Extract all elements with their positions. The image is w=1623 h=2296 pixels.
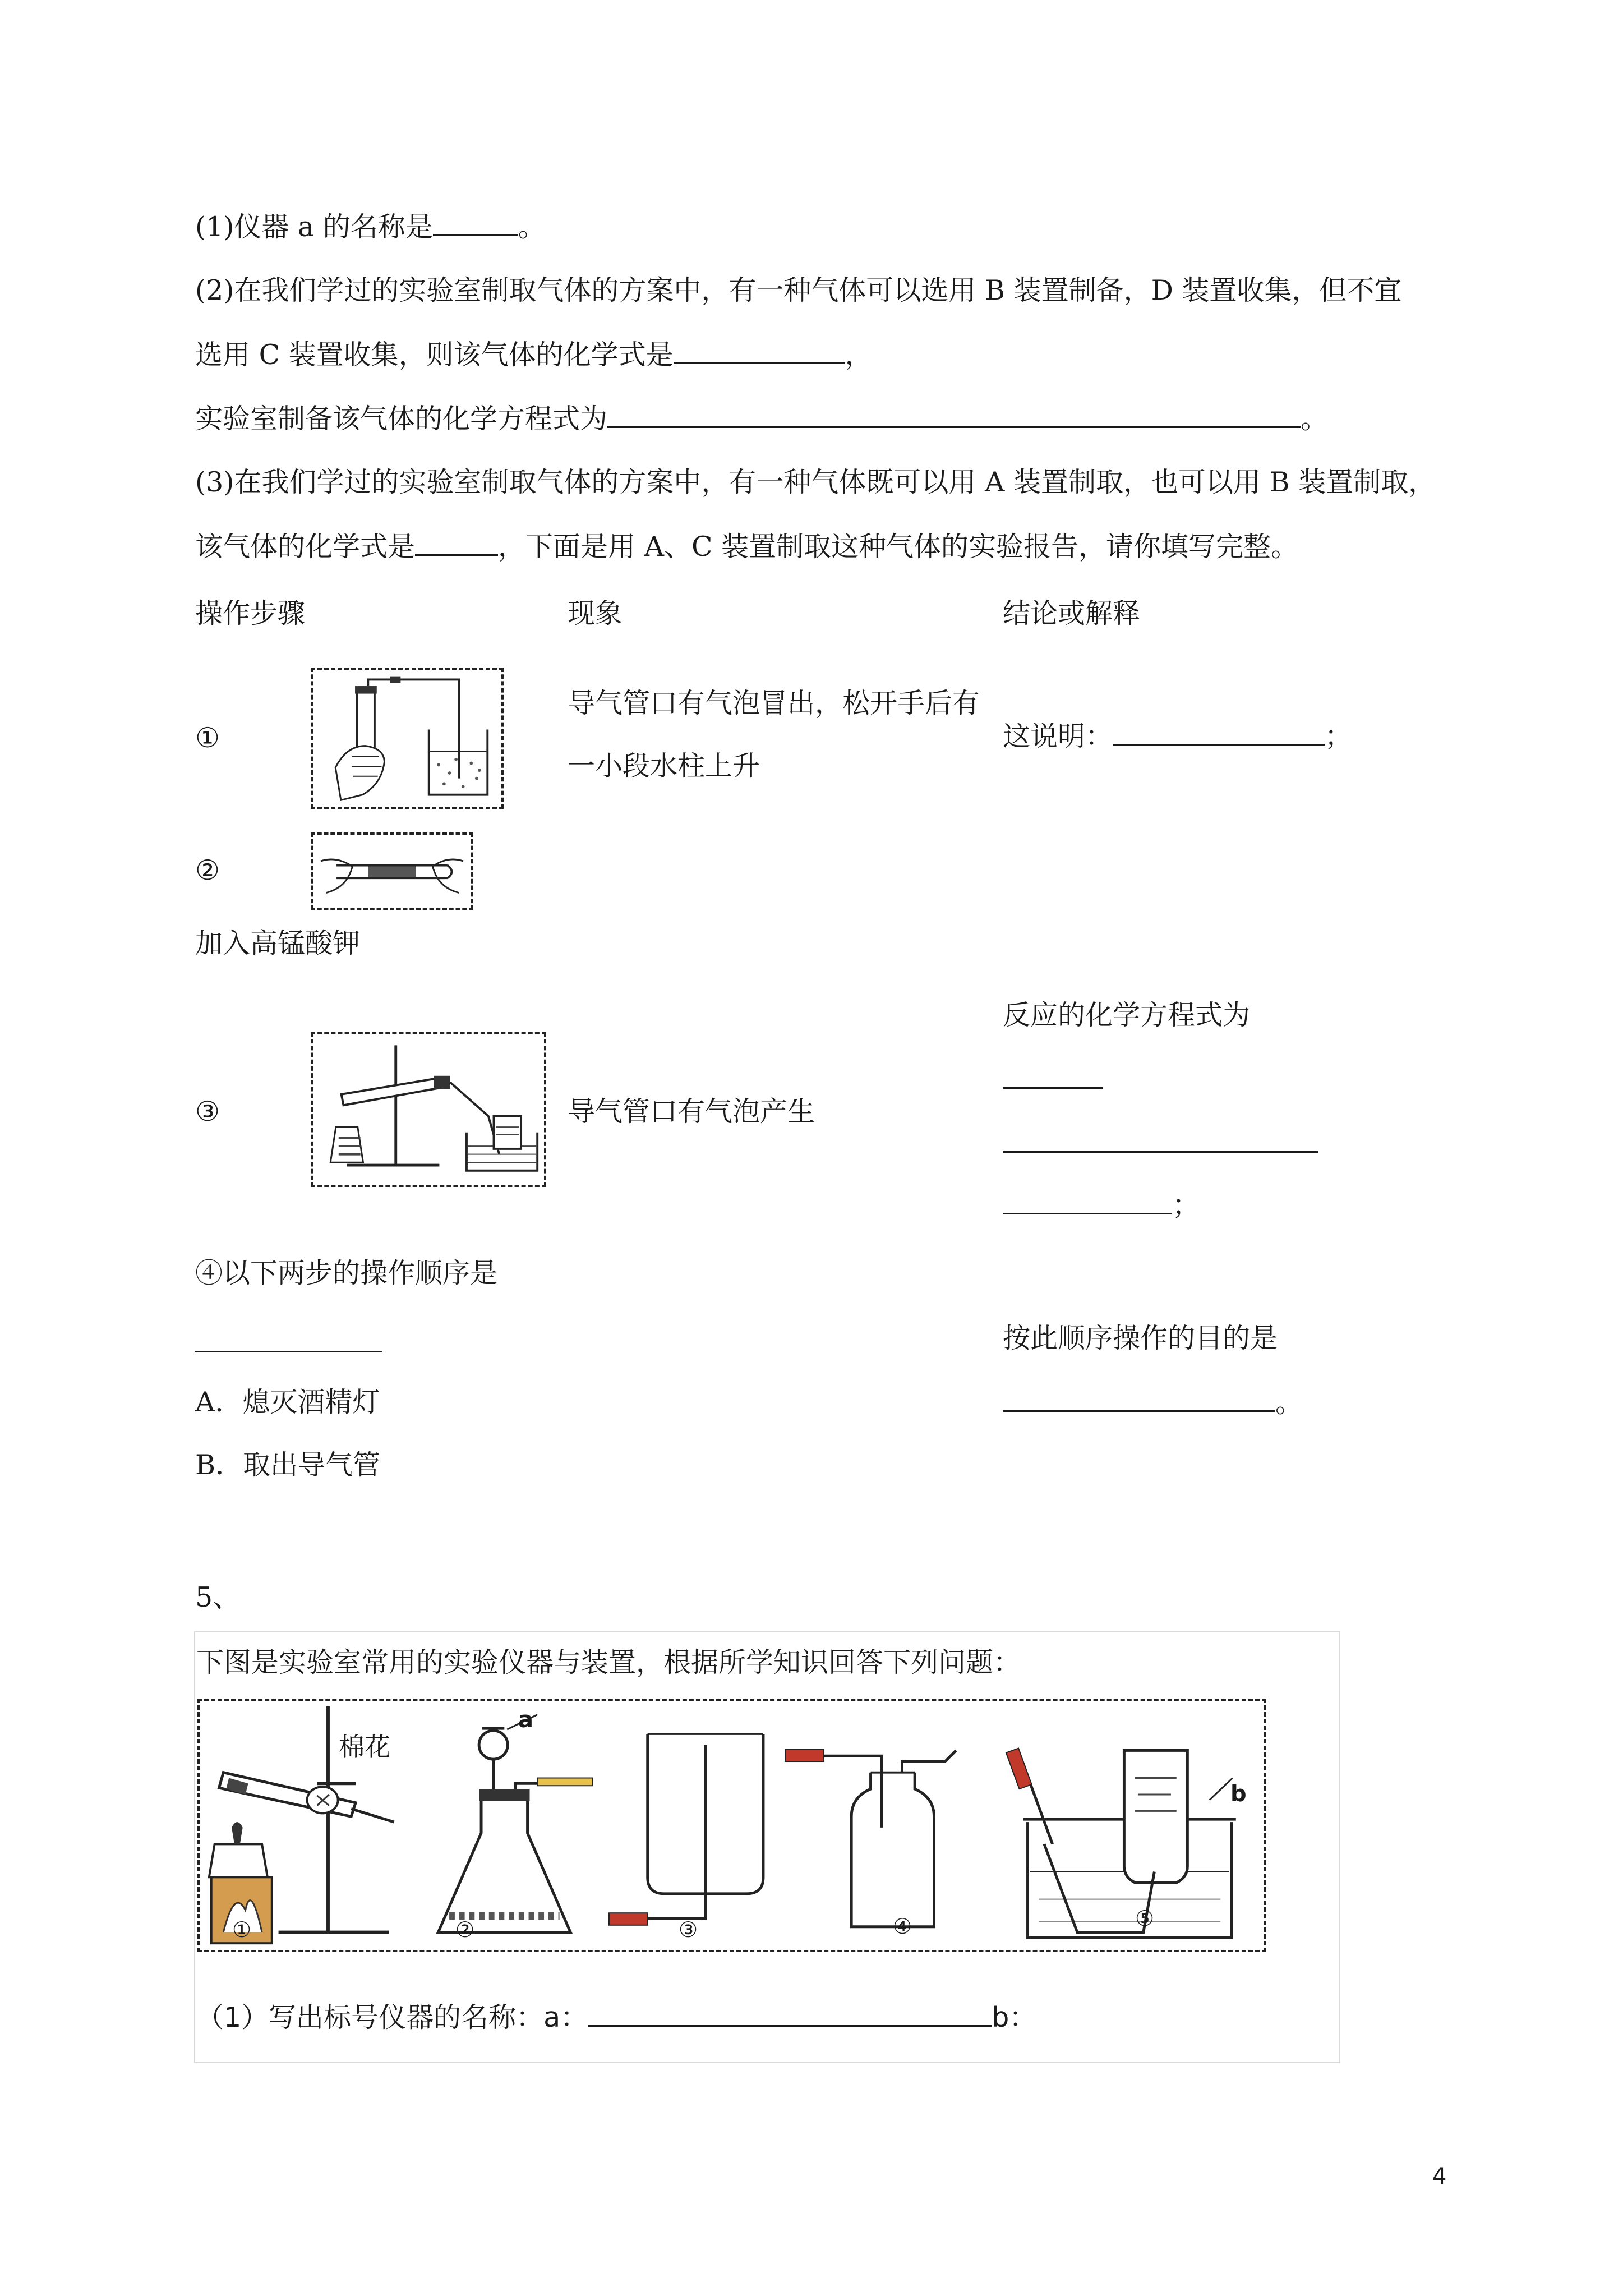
step3-equation-line3: ； bbox=[1003, 1188, 1200, 1222]
q1-answer-blank[interactable] bbox=[433, 210, 518, 236]
step1-conclusion-blank[interactable] bbox=[1113, 719, 1325, 746]
label-b: b bbox=[1230, 1781, 1247, 1807]
q2-line3: 实验室制备该气体的化学方程式为 。 bbox=[195, 403, 1329, 435]
step4-order-blank[interactable] bbox=[195, 1351, 382, 1352]
q5-intro: 下图是实验室常用的实验仪器与装置，根据所学知识回答下列问题： bbox=[196, 1646, 1021, 1678]
step4-conclusion: 按此顺序操作的目的是 bbox=[1003, 1322, 1278, 1354]
step3-apparatus-figure bbox=[311, 1032, 546, 1187]
q3-formula-blank[interactable] bbox=[415, 530, 498, 556]
step4-text: ④以下两步的操作顺序是 bbox=[195, 1257, 498, 1289]
header-conclusion: 结论或解释 bbox=[1003, 597, 1141, 629]
step4-purpose-blank[interactable] bbox=[1003, 1386, 1275, 1412]
q1-text: (1)仪器 a 的名称是 bbox=[195, 211, 433, 243]
apparatus-1-number: ① bbox=[232, 1917, 252, 1942]
q3-line1: (3)在我们学过的实验室制取气体的方案中，有一种气体既可以用 A 装置制取，也可以用 B 装置制取， bbox=[195, 466, 1436, 498]
q3-line2: 该气体的化学式是 ，下面是用 A、C 装置制取这种气体的实验报告，请你填写完整。 bbox=[195, 531, 1299, 563]
q2-equation-blank[interactable] bbox=[607, 402, 1301, 428]
apparatus-5-number: ⑤ bbox=[1135, 1906, 1155, 1931]
q2-line1: (2)在我们学过的实验室制取气体的方案中，有一种气体可以选用 B 装置制备，D 装置收集，但不宜 bbox=[195, 274, 1402, 306]
step1-number: ① bbox=[195, 722, 220, 754]
q5-sub1: （1）写出标号仪器的名称：a： b： bbox=[196, 2001, 1037, 2033]
q5-a-blank[interactable] bbox=[588, 2000, 992, 2027]
page-number: 4 bbox=[1432, 2164, 1447, 2189]
step3-conclusion: 反应的化学方程式为 bbox=[1003, 999, 1251, 1031]
apparatus-2-drawing bbox=[438, 1715, 592, 1932]
label-cotton: 棉花 bbox=[339, 1732, 390, 1762]
step3-phenomenon: 导气管口有气泡产生 bbox=[568, 1096, 815, 1128]
step3-equation-blank-2[interactable] bbox=[1003, 1151, 1318, 1153]
horizontal-tube-drawing bbox=[313, 835, 471, 908]
step3-number: ③ bbox=[195, 1096, 220, 1128]
step2-number: ② bbox=[195, 854, 220, 886]
step1-phenomenon-line1: 导气管口有气泡冒出，松开手后有 bbox=[568, 687, 980, 719]
header-steps: 操作步骤 bbox=[195, 597, 306, 629]
q5-apparatus-figure bbox=[197, 1699, 1266, 1952]
airtightness-check-drawing bbox=[313, 670, 501, 807]
apparatus-5-drawing bbox=[1006, 1748, 1236, 1938]
q1-line: (1)仪器 a 的名称是 。 bbox=[195, 211, 546, 243]
step3-equation-blank-3[interactable] bbox=[1003, 1188, 1172, 1214]
q5-panel bbox=[194, 1631, 1340, 2063]
apparatus-2-number: ② bbox=[455, 1917, 475, 1942]
apparatus-4-number: ④ bbox=[893, 1914, 912, 1939]
step1-airtightness-figure bbox=[311, 668, 504, 809]
step1-phenomenon-line2: 一小段水柱上升 bbox=[568, 750, 760, 782]
q2-line2: 选用 C 装置收集，则该气体的化学式是 ， bbox=[195, 339, 873, 371]
apparatus-3-drawing bbox=[609, 1734, 763, 1925]
label-a: a bbox=[518, 1707, 533, 1733]
step4-option-a: A．熄灭酒精灯 bbox=[195, 1386, 380, 1418]
q5-number: 5、 bbox=[195, 1581, 241, 1613]
step4-option-b: B．取出导气管 bbox=[195, 1449, 381, 1481]
heating-apparatus-drawing bbox=[313, 1034, 544, 1185]
q2-formula-blank[interactable] bbox=[674, 338, 845, 364]
step4-conclusion-line2: 。 bbox=[1003, 1386, 1303, 1420]
step2-add-reagent-figure bbox=[311, 832, 473, 910]
step1-conclusion: 这说明： ； bbox=[1003, 720, 1353, 752]
step2-text: 加入高锰酸钾 bbox=[195, 927, 361, 959]
apparatus-3-number: ③ bbox=[679, 1917, 698, 1942]
header-phenomenon: 现象 bbox=[568, 597, 623, 629]
apparatus-4-drawing bbox=[785, 1749, 956, 1926]
step3-equation-blank-1[interactable] bbox=[1003, 1087, 1103, 1089]
